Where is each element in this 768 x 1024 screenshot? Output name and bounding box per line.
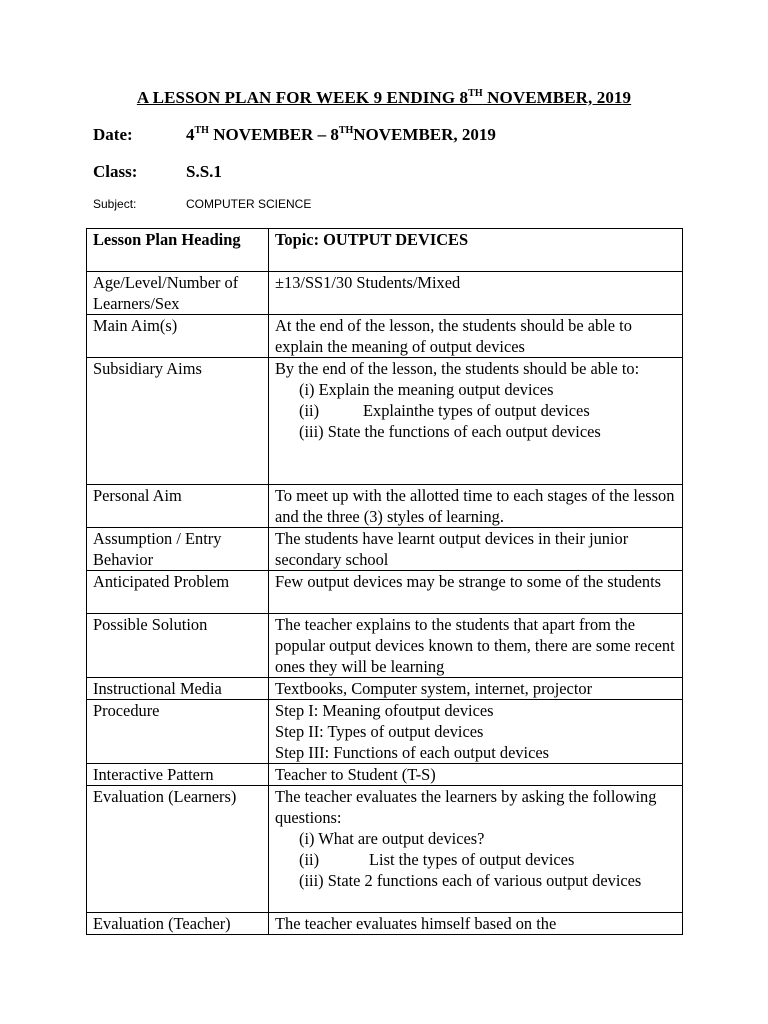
title-text-end: NOVEMBER, 2019 xyxy=(482,88,632,107)
table-row xyxy=(87,528,683,571)
list-text: State the functions of each output devices xyxy=(327,422,601,441)
list-text: State 2 functions each of various output devices xyxy=(327,871,642,890)
row-label: Main Aim(s) xyxy=(87,315,269,358)
row-content: The teacher explains to the students that apart from the popular output devices known to them, there are some recent ones they will be learning xyxy=(269,614,683,678)
document-title xyxy=(0,88,768,108)
row-label: Instructional Media xyxy=(87,678,269,700)
row-label: Anticipated Problem xyxy=(87,571,269,614)
list-item xyxy=(275,379,678,400)
list-item xyxy=(275,849,678,870)
list-item xyxy=(275,870,678,891)
date-value xyxy=(186,125,496,145)
row-text: By the end of the lesson, the students should be able to: xyxy=(275,359,640,378)
class-value: S.S.1 xyxy=(186,162,222,181)
row-content: Few output devices may be strange to some of the students xyxy=(269,571,683,614)
table-header-left: Lesson Plan Heading xyxy=(87,229,269,272)
row-label: Evaluation (Learners) xyxy=(87,786,269,913)
procedure-step: Step I: Meaning ofoutput devices xyxy=(275,701,494,720)
row-content: ±13/SS1/30 Students/Mixed xyxy=(269,272,683,315)
list-number: (i) xyxy=(299,380,315,399)
table-row xyxy=(87,571,683,614)
row-content: Textbooks, Computer system, internet, projector xyxy=(269,678,683,700)
table-header-right: Topic: OUTPUT DEVICES xyxy=(269,229,683,272)
class-label: Class: xyxy=(93,162,138,181)
table-row xyxy=(87,764,683,786)
subject-value: COMPUTER SCIENCE xyxy=(186,197,312,211)
list-number: (iii) xyxy=(299,422,324,441)
row-label: Subsidiary Aims xyxy=(87,358,269,485)
lesson-plan-table xyxy=(86,228,683,935)
row-content xyxy=(269,786,683,913)
table-row xyxy=(87,614,683,678)
date-month-year: NOVEMBER, 2019 xyxy=(353,125,496,144)
list-text: List the types of output devices xyxy=(369,850,575,869)
row-content: The teacher evaluates himself based on the xyxy=(269,913,683,935)
table-row xyxy=(87,786,683,913)
date-label: Date: xyxy=(93,125,133,144)
list-number: (iii) xyxy=(299,871,324,890)
row-label: Age/Level/Number of Learners/Sex xyxy=(87,272,269,315)
list-text: Explainthe types of output devices xyxy=(363,401,590,420)
table-header-row xyxy=(87,229,683,272)
date-start-day: 4 xyxy=(186,125,195,144)
row-label: Interactive Pattern xyxy=(87,764,269,786)
row-label: Possible Solution xyxy=(87,614,269,678)
table-row xyxy=(87,913,683,935)
list-item xyxy=(275,828,678,849)
title-superscript: TH xyxy=(468,88,483,99)
list-item xyxy=(275,400,678,421)
row-content: The students have learnt output devices in their junior secondary school xyxy=(269,528,683,571)
row-label: Procedure xyxy=(87,700,269,764)
row-label: Evaluation (Teacher) xyxy=(87,913,269,935)
row-content: To meet up with the allotted time to each stages of the lesson and the three (3) styles of learning. xyxy=(269,485,683,528)
table-row xyxy=(87,700,683,764)
title-text: A LESSON PLAN FOR WEEK 9 ENDING 8 xyxy=(136,88,469,107)
list-text: What are output devices? xyxy=(318,829,485,848)
row-text: The teacher evaluates the learners by asking the following questions: xyxy=(275,787,657,827)
date-start-superscript: TH xyxy=(194,125,209,136)
date-end-superscript: TH xyxy=(338,125,354,136)
date-end-day: NOVEMBER – 8 xyxy=(208,125,339,144)
row-content xyxy=(269,700,683,764)
list-number: (ii) xyxy=(299,401,320,420)
row-label: Assumption / Entry Behavior xyxy=(87,528,269,571)
table-row xyxy=(87,485,683,528)
row-content: At the end of the lesson, the students should be able to explain the meaning of output devices xyxy=(269,315,683,358)
list-number: (ii) xyxy=(299,850,320,869)
subject-label: Subject: xyxy=(93,197,137,211)
row-label: Personal Aim xyxy=(87,485,269,528)
list-text: Explain the meaning output devices xyxy=(318,380,554,399)
table-row xyxy=(87,678,683,700)
table-row xyxy=(87,358,683,485)
table-row xyxy=(87,315,683,358)
list-item xyxy=(275,421,678,442)
table-row xyxy=(87,272,683,315)
procedure-step: Step II: Types of output devices xyxy=(275,722,484,741)
procedure-step: Step III: Functions of each output devices xyxy=(275,743,550,762)
row-content xyxy=(269,358,683,485)
list-number: (i) xyxy=(299,829,315,848)
row-content: Teacher to Student (T-S) xyxy=(269,764,683,786)
